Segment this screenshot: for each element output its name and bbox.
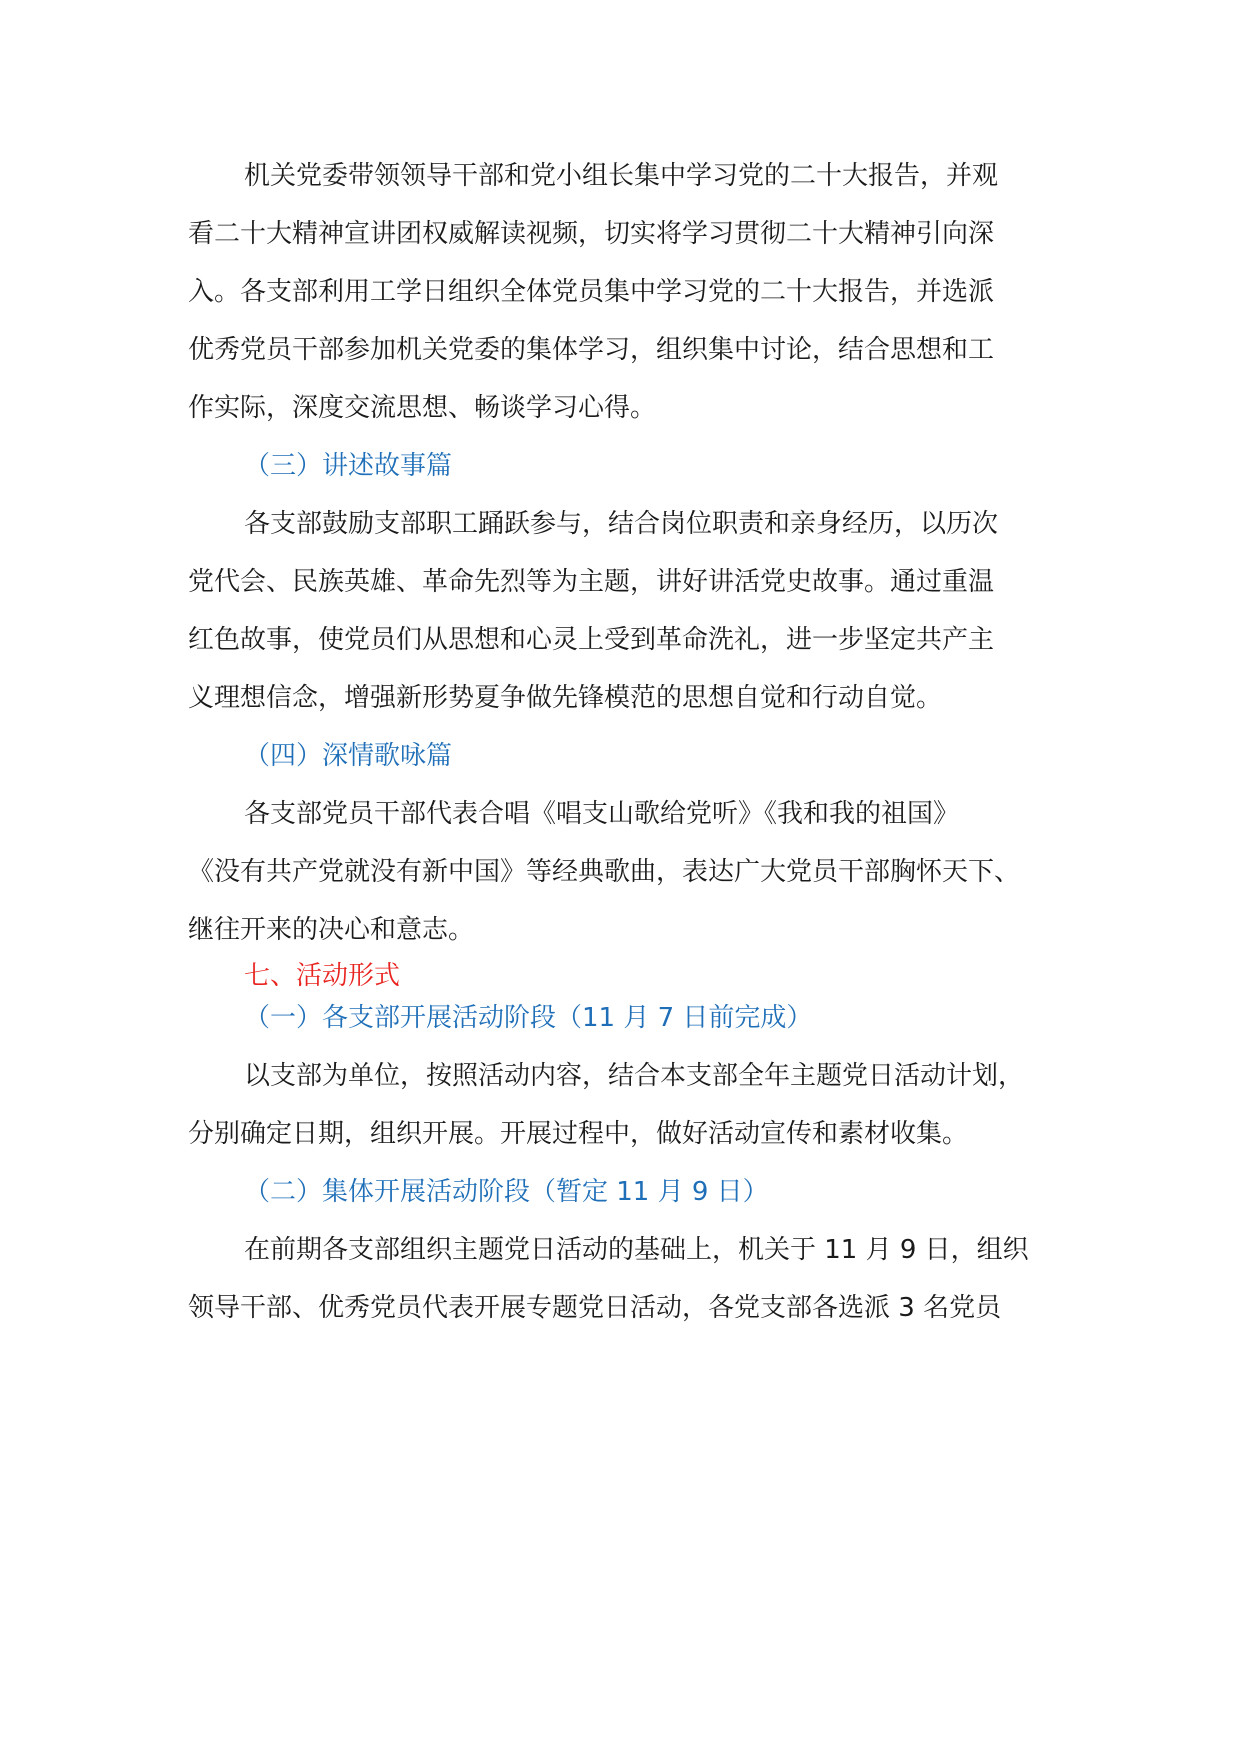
chapter-heading: 七、活动形式 — [244, 961, 401, 991]
section-heading: （二）集体开展活动阶段（暂定 11 月 9 日） — [244, 1177, 769, 1207]
section-heading: （一）各支部开展活动阶段（11 月 7 日前完成） — [244, 1003, 813, 1033]
paragraph-line: 《没有共产党就没有新中国》等经典歌曲，表达广大党员干部胸怀天下、 — [188, 857, 1021, 887]
section-heading: （三）讲述故事篇 — [244, 451, 453, 481]
paragraph-line: 入。各支部利用工学日组织全体党员集中学习党的二十大报告，并选派 — [188, 277, 995, 307]
paragraph-line: 以支部为单位，按照活动内容，结合本支部全年主题党日活动计划， — [244, 1061, 1025, 1091]
paragraph-line: 机关党委带领领导干部和党小组长集中学习党的二十大报告，并观 — [244, 161, 999, 191]
paragraph-line: 义理想信念，增强新形势夏争做先锋模范的思想自觉和行动自觉。 — [188, 683, 943, 713]
paragraph-line: 各支部鼓励支部职工踊跃参与，结合岗位职责和亲身经历，以历次 — [244, 509, 999, 539]
paragraph-line: 党代会、民族英雄、革命先烈等为主题，讲好讲活党史故事。通过重温 — [188, 567, 995, 597]
paragraph-line: 优秀党员干部参加机关党委的集体学习，组织集中讨论，结合思想和工 — [188, 335, 995, 365]
paragraph-line: 继往开来的决心和意志。 — [188, 915, 475, 945]
paragraph-line: 分别确定日期，组织开展。开展过程中，做好活动宣传和素材收集。 — [188, 1119, 969, 1149]
paragraph-line: 在前期各支部组织主题党日活动的基础上，机关于 11 月 9 日，组织 — [244, 1235, 1029, 1265]
paragraph-line: 各支部党员干部代表合唱《唱支山歌给党听》《我和我的祖国》 — [244, 799, 960, 829]
paragraph-line: 红色故事，使党员们从思想和心灵上受到革命洗礼，进一步坚定共产主 — [188, 625, 995, 655]
paragraph-line: 领导干部、优秀党员代表开展专题党日活动，各党支部各选派 3 名党员 — [188, 1293, 1002, 1323]
paragraph-line: 作实际，深度交流思想、畅谈学习心得。 — [188, 393, 657, 423]
paragraph-line: 看二十大精神宣讲团权威解读视频，切实将学习贯彻二十大精神引向深 — [188, 219, 995, 249]
section-heading: （四）深情歌咏篇 — [244, 741, 453, 771]
